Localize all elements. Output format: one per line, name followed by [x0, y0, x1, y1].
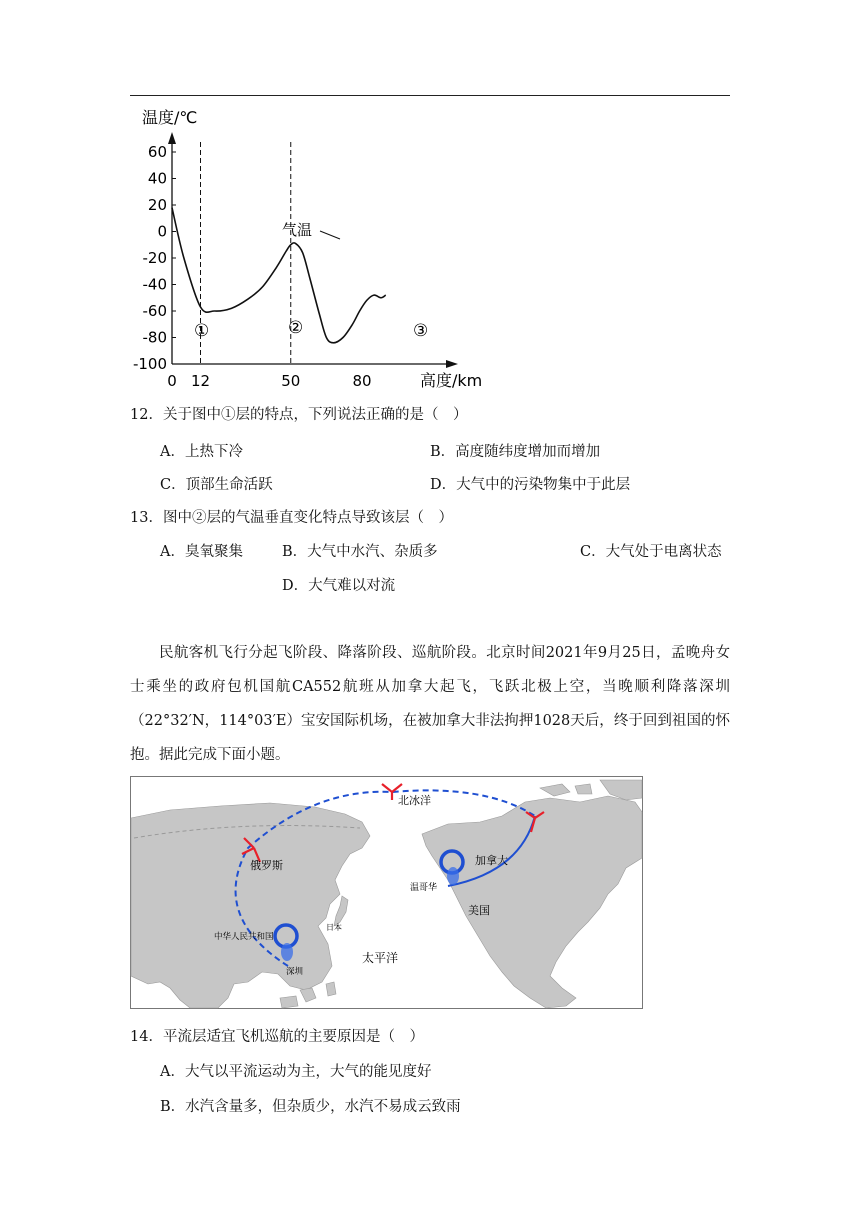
- question-13-option-a: A．臭氧聚集: [160, 544, 243, 560]
- question-13-stem: 13．图中②层的气温垂直变化特点导致该层（ ）: [130, 510, 453, 526]
- x-tick-label: 50: [281, 372, 301, 390]
- question-13-option-c: C．大气处于电离状态: [580, 544, 722, 560]
- y-tick-label: -60: [142, 302, 167, 320]
- x-axis-arrow: [446, 360, 458, 368]
- layer-label-1: ①: [194, 321, 210, 341]
- question-13-option-b: B．大气中水汽、杂质多: [282, 544, 438, 560]
- x-tick-labels: [167, 372, 371, 390]
- label-japan: 日本: [326, 923, 342, 932]
- question-13-option-d: D．大气难以对流: [282, 578, 396, 594]
- question-12-option-b: B．高度随纬度增加而增加: [430, 444, 601, 460]
- y-tick-label: -80: [142, 328, 167, 347]
- question-12-option-c: C．顶部生命活跃: [160, 477, 273, 493]
- question-12-option-d: D．大气中的污染物集中于此层: [430, 477, 631, 493]
- x-axis-label: 高度/km: [420, 371, 483, 390]
- layer-boundaries: [201, 142, 291, 364]
- y-tick-label: 0: [157, 222, 167, 241]
- label-pacific: 太平洋: [362, 951, 399, 965]
- y-tick-label: -100: [132, 355, 167, 373]
- y-tick-label: -40: [142, 275, 167, 294]
- layer-label-3: ③: [413, 321, 429, 341]
- label-arctic-ocean: 北冰洋: [398, 794, 431, 807]
- label-vancouver: 温哥华: [410, 883, 438, 893]
- label-canada: 加拿大: [475, 854, 508, 867]
- label-usa: 美国: [468, 904, 490, 917]
- series-label: 气温: [282, 221, 313, 239]
- y-axis-arrow: [168, 132, 176, 144]
- top-rule: [130, 95, 730, 96]
- flight-route-map: [130, 776, 643, 1009]
- x-tick-label: 0: [167, 372, 177, 390]
- y-tick-labels: [133, 143, 176, 373]
- question-14-stem: 14．平流层适宜飞机巡航的主要原因是（ ）: [130, 1029, 424, 1045]
- y-tick-label: -20: [142, 249, 167, 267]
- temperature-height-chart: [120, 100, 500, 392]
- question-12-stem: 12．关于图中①层的特点，下列说法正确的是（ ）: [130, 407, 468, 423]
- label-china: 中华人民共和国: [214, 932, 274, 942]
- question-12-option-a: A．上热下冷: [160, 444, 243, 460]
- y-tick-label: 40: [147, 169, 167, 188]
- label-shenzhen: 深圳: [286, 967, 304, 977]
- passage: 民航客机飞行分起飞阶段、降落阶段、巡航阶段。北京时间2021年9月25日，孟晚舟女士乘坐的政府包机国航CA552航班从加拿大起飞，飞跃北极上空，当晚顺利降落深圳（22°32′N，114°03′E）宝安国际机场，在被加拿大非法拘押1028天后，终于回到祖国的怀抱。据此完成下面小题。: [130, 645, 730, 763]
- layer-label-2: ②: [288, 318, 304, 338]
- y-tick-label: 60: [147, 143, 167, 161]
- x-tick-label: 12: [190, 372, 211, 390]
- y-tick-label: 20: [147, 196, 167, 214]
- x-tick-label: 80: [352, 372, 372, 390]
- question-14-option-b: B．水汽含量多，但杂质少，水汽不易成云致雨: [160, 1099, 461, 1115]
- y-axis-label: 温度/℃: [142, 108, 198, 127]
- label-russia: 俄罗斯: [250, 859, 283, 872]
- curve-label-leader: [320, 231, 340, 239]
- question-14-option-a: A．大气以平流运动为主，大气的能见度好: [160, 1064, 432, 1080]
